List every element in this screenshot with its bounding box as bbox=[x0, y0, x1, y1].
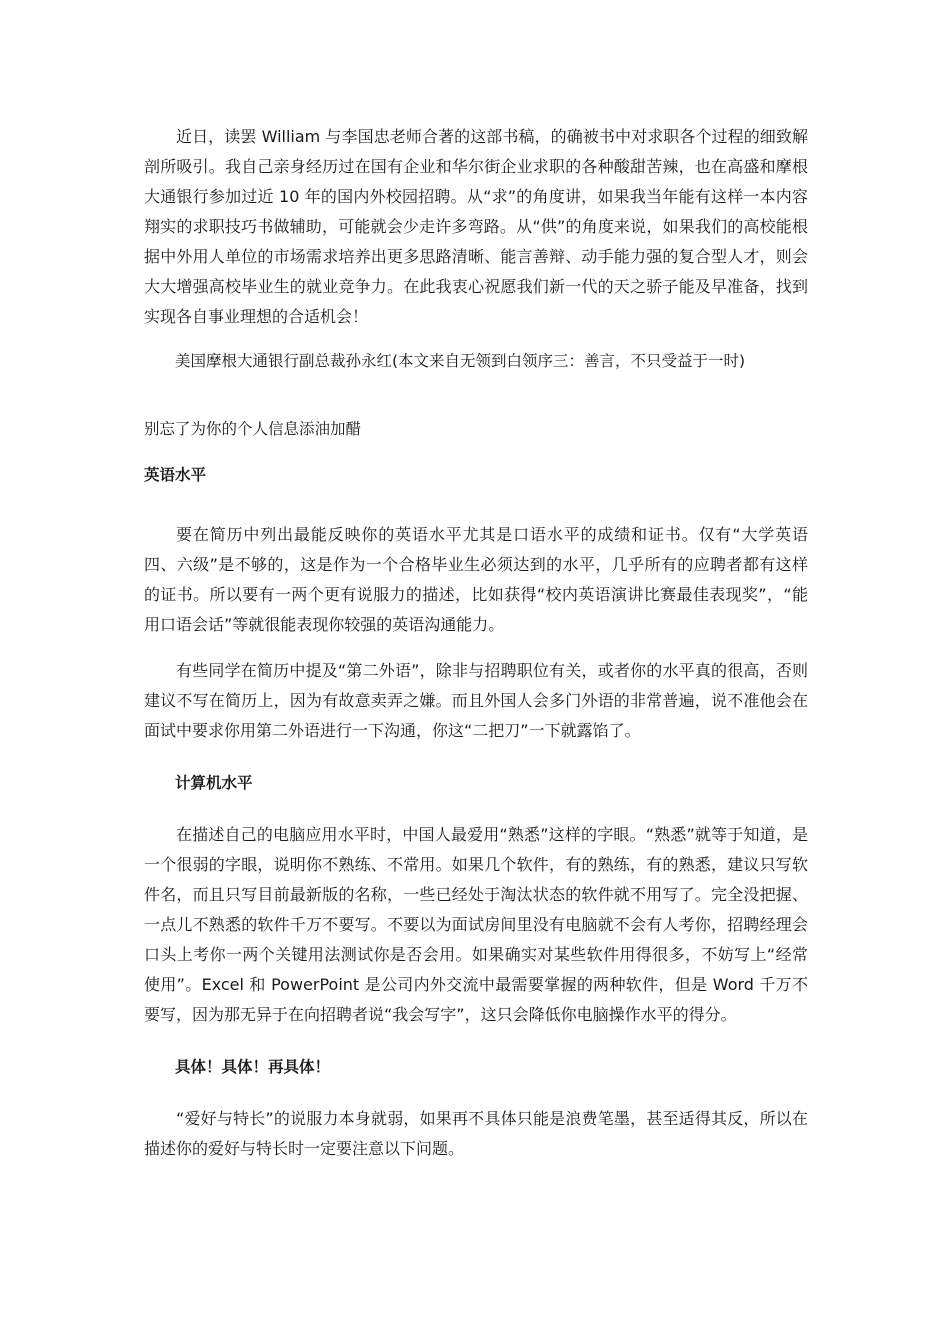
english-paragraph-2: 有些同学在简历中提及“第二外语”，除非与招聘职位有关，或者你的水平真的很高，否则建议不写在简历上，因为有故意卖弄之嫌。而且外国人会多门外语的非常普遍，说不准他会在面试中要求你用第二外语进行一下沟通，你这“二把刀”一下就露馅了。 bbox=[144, 661, 808, 740]
computer-heading: 计算机水平 bbox=[175, 774, 253, 792]
computer-paragraph: 在描述自己的电脑应用水平时，中国人最爱用“熟悉”这样的字眼。“熟悉”就等于知道，是一个很弱的字眼，说明你不熟练、不常用。如果几个软件，有的熟练，有的熟悉，建议只写软件名，而且只写目前最新版的名称，一些已经处于淘汰状态的软件就不用写了。完全没把握、一点儿不熟悉的软件千万不要写。不要以为面试房间里没有电脑就不会有人考你，招聘经理会口头上考你一两个关键用法测试你是否会用。如果确实对某些软件用得很多，不妨写上“经常使用”。Excel 和 PowerPoint 是公司内外交流中最需要掌握的两种软件，但是 Word 千万不要写，因为那无异于在向招聘者说“我会写字”，这只会降低你电脑操作水平的得分。 bbox=[144, 825, 808, 1024]
english-heading: 英语水平 bbox=[144, 466, 207, 484]
document-page bbox=[144, 122, 808, 1164]
preface-signature: 美国摩根大通银行副总裁孙永红(本文来自无领到白领序三：善言，不只受益于一时) bbox=[175, 352, 746, 370]
english-paragraph-1: 要在简历中列出最能反映你的英语水平尤其是口语水平的成绩和证书。仅有“大学英语四、六级”是不够的，这是作为一个合格毕业生必须达到的水平，几乎所有的应聘者都有这样的证书。所以要有一两个更有说服力的描述，比如获得“校内英语演讲比赛最佳表现奖”，“能用口语会话”等就很能表现你较强的英语沟通能力。 bbox=[144, 525, 808, 634]
section-title: 别忘了为你的个人信息添油加醋 bbox=[144, 420, 362, 438]
intro-paragraph: 近日，读罢 William 与李国忠老师合著的这部书稿，的确被书中对求职各个过程的细致解剖所吸引。我自己亲身经历过在国有企业和华尔街企业求职的各种酸甜苦辣，也在高盛和摩根大通银行参加过近 10 年的国内外校园招聘。从“求”的角度讲，如果我当年能有这样一本内容翔实的求职技巧书做辅助，可能就会少走许多弯路。从“供”的角度来说，如果我们的高校能根据中外用人单位的市场需求培养出更多思路清晰、能言善辩、动手能力强的复合型人才，则会大大增强高校毕业生的就业竞争力。在此我衷心祝愿我们新一代的天之骄子能及早准备，找到实现各自事业理想的合适机会！ bbox=[144, 127, 808, 326]
specific-paragraph: “爱好与特长”的说服力本身就弱，如果再不具体只能是浪费笔墨，甚至适得其反，所以在描述你的爱好与特长时一定要注意以下问题。 bbox=[144, 1109, 808, 1158]
specific-heading: 具体！具体！再具体！ bbox=[175, 1058, 331, 1076]
